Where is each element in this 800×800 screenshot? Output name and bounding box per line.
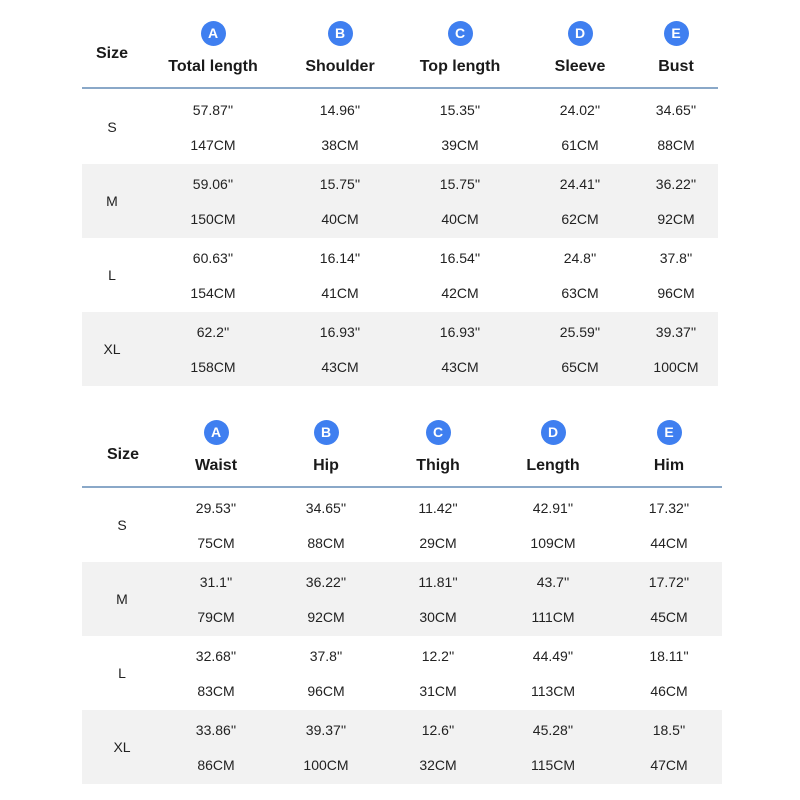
cell-inches: 16.54'' bbox=[439, 250, 481, 266]
cell-cm: 100CM bbox=[653, 359, 699, 375]
cell-cm: 88CM bbox=[657, 137, 695, 153]
cell-inches: 45.28'' bbox=[532, 722, 574, 738]
table-row bbox=[82, 710, 722, 784]
cell-inches: 36.22'' bbox=[305, 574, 347, 590]
cell-inches: 60.63'' bbox=[192, 250, 234, 266]
row-size-label: M bbox=[116, 591, 128, 607]
table-row bbox=[82, 90, 718, 164]
cell-cm: 42CM bbox=[441, 285, 479, 301]
row-size-label: M bbox=[106, 193, 118, 209]
column-label: Thigh bbox=[416, 457, 460, 474]
cell-inches: 62.2'' bbox=[196, 324, 230, 340]
letter-badge: E bbox=[657, 420, 682, 445]
cell-cm: 40CM bbox=[441, 211, 479, 227]
column-label: Him bbox=[653, 457, 685, 474]
cell-cm: 65CM bbox=[561, 359, 599, 375]
letter-badge: D bbox=[568, 21, 593, 46]
letter-badge: B bbox=[328, 21, 353, 46]
cell-inches: 18.11'' bbox=[649, 648, 689, 664]
size-header: Size bbox=[96, 45, 129, 62]
size-chart-top bbox=[82, 10, 718, 386]
cell-inches: 18.5'' bbox=[652, 722, 686, 738]
cell-inches: 43.7'' bbox=[536, 574, 570, 590]
cell-inches: 11.81'' bbox=[418, 574, 458, 590]
cell-cm: 109CM bbox=[530, 535, 576, 551]
cell-inches: 24.41'' bbox=[559, 176, 601, 192]
size-chart-bottom bbox=[82, 410, 722, 786]
cell-cm: 40CM bbox=[321, 211, 359, 227]
cell-cm: 45CM bbox=[650, 609, 688, 625]
row-size-label: L bbox=[118, 665, 126, 681]
cell-cm: 79CM bbox=[197, 609, 235, 625]
cell-cm: 39CM bbox=[441, 137, 479, 153]
table-row bbox=[82, 562, 722, 636]
cell-cm: 158CM bbox=[190, 359, 236, 375]
cell-inches: 32.68'' bbox=[195, 648, 237, 664]
cell-cm: 92CM bbox=[307, 609, 345, 625]
cell-inches: 12.6'' bbox=[421, 722, 455, 738]
cell-inches: 59.06'' bbox=[192, 176, 234, 192]
cell-cm: 154CM bbox=[190, 285, 236, 301]
cell-cm: 83CM bbox=[197, 683, 235, 699]
row-size-label: XL bbox=[103, 341, 121, 357]
column-label: Hip bbox=[313, 457, 339, 474]
header-divider bbox=[82, 87, 718, 89]
cell-cm: 43CM bbox=[321, 359, 359, 375]
cell-cm: 100CM bbox=[303, 757, 349, 773]
column-header-shoulder bbox=[280, 21, 400, 76]
cell-inches: 44.49'' bbox=[532, 648, 574, 664]
column-label: Waist bbox=[194, 457, 238, 474]
column-header-length bbox=[493, 420, 613, 475]
column-header-bust bbox=[616, 21, 736, 76]
cell-inches: 36.22'' bbox=[655, 176, 697, 192]
letter-badge: A bbox=[201, 21, 226, 46]
cell-cm: 86CM bbox=[197, 757, 235, 773]
cell-cm: 62CM bbox=[561, 211, 599, 227]
cell-inches: 24.02'' bbox=[559, 102, 601, 118]
letter-badge: C bbox=[426, 420, 451, 445]
cell-cm: 47CM bbox=[650, 757, 688, 773]
cell-inches: 31.1'' bbox=[199, 574, 233, 590]
cell-inches: 15.35'' bbox=[439, 102, 481, 118]
cell-cm: 92CM bbox=[657, 211, 695, 227]
cell-cm: 32CM bbox=[419, 757, 457, 773]
letter-badge: E bbox=[664, 21, 689, 46]
letter-badge: B bbox=[314, 420, 339, 445]
column-label: Shoulder bbox=[305, 58, 375, 75]
column-header-thigh bbox=[378, 420, 498, 475]
cell-cm: 111CM bbox=[531, 609, 575, 625]
cell-inches: 34.65'' bbox=[305, 500, 347, 516]
letter-badge: A bbox=[204, 420, 229, 445]
cell-inches: 39.37'' bbox=[305, 722, 347, 738]
cell-inches: 17.32'' bbox=[648, 500, 690, 516]
cell-cm: 29CM bbox=[419, 535, 457, 551]
cell-inches: 25.59'' bbox=[559, 324, 601, 340]
size-header: Size bbox=[107, 446, 140, 463]
cell-inches: 33.86'' bbox=[195, 722, 237, 738]
cell-inches: 17.72'' bbox=[648, 574, 690, 590]
table-row bbox=[82, 312, 718, 386]
table-row bbox=[82, 238, 718, 312]
cell-inches: 29.53'' bbox=[195, 500, 237, 516]
cell-inches: 57.87'' bbox=[192, 102, 234, 118]
column-label: Total length bbox=[168, 58, 258, 75]
cell-cm: 63CM bbox=[561, 285, 599, 301]
row-size-label: S bbox=[117, 517, 127, 533]
cell-cm: 96CM bbox=[307, 683, 345, 699]
cell-cm: 150CM bbox=[190, 211, 236, 227]
cell-cm: 113CM bbox=[530, 683, 576, 699]
table-row bbox=[82, 488, 722, 562]
cell-cm: 46CM bbox=[650, 683, 688, 699]
column-label: Top length bbox=[419, 58, 501, 75]
cell-inches: 15.75'' bbox=[439, 176, 481, 192]
cell-inches: 12.2'' bbox=[421, 648, 455, 664]
column-header-top-length bbox=[400, 21, 520, 76]
cell-cm: 75CM bbox=[197, 535, 235, 551]
cell-cm: 38CM bbox=[321, 137, 359, 153]
cell-cm: 44CM bbox=[650, 535, 688, 551]
column-header-hip bbox=[266, 420, 386, 475]
cell-cm: 115CM bbox=[530, 757, 576, 773]
row-size-label: XL bbox=[113, 739, 131, 755]
cell-inches: 39.37'' bbox=[655, 324, 697, 340]
cell-inches: 42.91'' bbox=[532, 500, 574, 516]
cell-cm: 61CM bbox=[561, 137, 599, 153]
letter-badge: C bbox=[448, 21, 473, 46]
cell-inches: 16.93'' bbox=[439, 324, 481, 340]
cell-inches: 24.8'' bbox=[563, 250, 597, 266]
letter-badge: D bbox=[541, 420, 566, 445]
cell-cm: 31CM bbox=[419, 683, 457, 699]
table-header bbox=[82, 10, 718, 98]
column-label: Sleeve bbox=[554, 58, 606, 75]
cell-inches: 11.42'' bbox=[418, 500, 458, 516]
cell-cm: 43CM bbox=[441, 359, 479, 375]
column-header-waist bbox=[156, 420, 276, 475]
cell-inches: 37.8'' bbox=[659, 250, 693, 266]
row-size-label: L bbox=[108, 267, 116, 283]
row-size-label: S bbox=[107, 119, 117, 135]
cell-cm: 147CM bbox=[190, 137, 236, 153]
column-label: Length bbox=[526, 457, 580, 474]
table-row bbox=[82, 164, 718, 238]
column-label: Bust bbox=[658, 58, 694, 75]
cell-inches: 37.8'' bbox=[309, 648, 343, 664]
table-header bbox=[82, 410, 722, 498]
cell-inches: 15.75'' bbox=[319, 176, 361, 192]
cell-inches: 16.14'' bbox=[319, 250, 361, 266]
cell-cm: 88CM bbox=[307, 535, 345, 551]
cell-inches: 14.96'' bbox=[319, 102, 361, 118]
column-header-total-length bbox=[153, 21, 273, 76]
column-header-him bbox=[609, 420, 729, 475]
cell-cm: 41CM bbox=[321, 285, 359, 301]
table-row bbox=[82, 636, 722, 710]
cell-cm: 96CM bbox=[657, 285, 695, 301]
cell-inches: 34.65'' bbox=[655, 102, 697, 118]
cell-cm: 30CM bbox=[419, 609, 457, 625]
cell-inches: 16.93'' bbox=[319, 324, 361, 340]
